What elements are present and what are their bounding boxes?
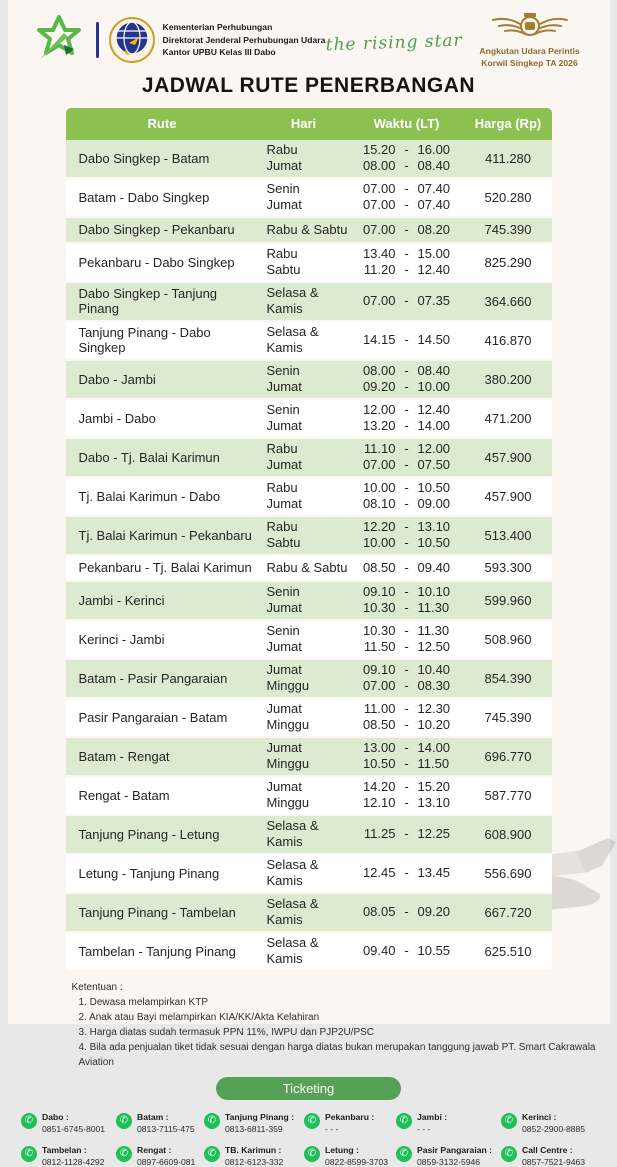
price-cell: 508.960	[465, 621, 552, 658]
table-row	[66, 699, 552, 738]
price-cell: 825.290	[465, 244, 552, 281]
rising-star-logo-icon	[34, 15, 84, 65]
price-cell: 667.720	[465, 894, 552, 931]
time-cell: 08.50 - 09.40	[349, 556, 465, 580]
route-cell: Rengat - Batam	[66, 777, 259, 814]
column-header-time: Waktu (LT)	[349, 116, 465, 131]
table-row	[66, 777, 552, 816]
terms-item: 1. Dewasa melampirkan KTP	[72, 995, 610, 1010]
table-row	[66, 244, 552, 283]
price-cell: 556.690	[465, 855, 552, 892]
ministry-logo-icon	[109, 17, 155, 63]
route-cell: Pekanbaru - Dabo Singkep	[66, 244, 259, 281]
contact-label: Rengat :	[137, 1145, 195, 1155]
ministry-line-3: Kantor UPBU Kelas III Dabo	[163, 46, 326, 59]
route-cell: Tambelan - Tanjung Pinang	[66, 933, 259, 970]
contact-phone: - - -	[325, 1124, 374, 1134]
price-cell: 587.770	[465, 777, 552, 814]
contact-label: Tanjung Pinang :	[225, 1112, 294, 1122]
flight-schedule-poster	[8, 0, 610, 1024]
table-row	[66, 582, 552, 621]
day-cell: Selasa & Kamis	[259, 283, 349, 320]
column-header-day: Hari	[259, 116, 349, 131]
time-cell: 15.20 - 16.00 08.00 - 08.40	[349, 140, 465, 177]
program-line-1: Angkutan Udara Perintis	[464, 45, 596, 57]
table-row	[66, 140, 552, 179]
route-cell: Kerinci - Jambi	[66, 621, 259, 658]
whatsapp-icon: ✆	[204, 1146, 220, 1162]
day-cell: Jumat Minggu	[259, 660, 349, 697]
header-divider	[96, 22, 99, 58]
day-cell: Senin Jumat	[259, 621, 349, 658]
ministry-line-1: Kementerian Perhubungan	[163, 21, 326, 34]
table-row	[66, 322, 552, 361]
table-header-row	[66, 108, 552, 140]
time-cell: 10.30 - 11.30 11.50 - 12.50	[349, 621, 465, 658]
whatsapp-icon: ✆	[21, 1113, 37, 1129]
route-cell: Dabo Singkep - Tanjung Pinang	[66, 283, 259, 320]
table-row	[66, 179, 552, 218]
terms-heading: Ketentuan :	[72, 982, 610, 993]
column-header-route: Rute	[66, 116, 259, 131]
contact-phone: 0859-3132-5946	[417, 1157, 492, 1167]
table-row	[66, 478, 552, 517]
contact-phone: 0812-1128-4292	[42, 1157, 104, 1167]
whatsapp-icon: ✆	[116, 1146, 132, 1162]
contact-phone: 0813-6811-359	[225, 1124, 294, 1134]
price-cell: 520.280	[465, 179, 552, 216]
time-cell: 08.00 - 08.40 09.20 - 10.00	[349, 361, 465, 398]
terms-section	[72, 982, 610, 1070]
day-cell: Senin Jumat	[259, 361, 349, 398]
route-cell: Tanjung Pinang - Dabo Singkep	[66, 322, 259, 359]
contact-item[interactable]	[204, 1145, 304, 1167]
table-row	[66, 660, 552, 699]
time-cell: 12.00 - 12.40 13.20 - 14.00	[349, 400, 465, 437]
route-cell: Batam - Dabo Singkep	[66, 179, 259, 216]
day-cell: Rabu Sabtu	[259, 517, 349, 554]
route-cell: Tanjung Pinang - Tambelan	[66, 894, 259, 931]
price-cell: 625.510	[465, 933, 552, 970]
route-cell: Dabo Singkep - Pekanbaru	[66, 218, 259, 242]
contact-item[interactable]	[501, 1145, 596, 1167]
terms-item: 2. Anak atau Bayi melampirkan KIA/KK/Akta Kelahiran	[72, 1010, 610, 1025]
whatsapp-icon: ✆	[396, 1113, 412, 1129]
whatsapp-icon: ✆	[204, 1113, 220, 1129]
contact-item[interactable]	[304, 1145, 396, 1167]
table-row	[66, 218, 552, 244]
contact-phone: 0852-2900-8885	[522, 1124, 585, 1134]
table-row	[66, 816, 552, 855]
day-cell: Rabu Jumat	[259, 140, 349, 177]
contact-label: Jambi :	[417, 1112, 447, 1122]
price-cell: 457.900	[465, 478, 552, 515]
time-cell: 14.15 - 14.50	[349, 322, 465, 359]
day-cell: Rabu Sabtu	[259, 244, 349, 281]
contact-grid	[21, 1112, 596, 1167]
day-cell: Senin Jumat	[259, 582, 349, 619]
contact-label: Tambelan :	[42, 1145, 104, 1155]
perintis-wings-icon	[491, 10, 569, 40]
price-cell: 380.200	[465, 361, 552, 398]
whatsapp-icon: ✆	[304, 1113, 320, 1129]
table-row	[66, 621, 552, 660]
time-cell: 12.45 - 13.45	[349, 855, 465, 892]
price-cell: 745.390	[465, 699, 552, 736]
ticketing-button[interactable]: Ticketing	[216, 1077, 401, 1100]
table-row	[66, 894, 552, 933]
price-cell: 364.660	[465, 283, 552, 320]
table-row	[66, 283, 552, 322]
time-cell: 07.00 - 08.20	[349, 218, 465, 242]
table-row	[66, 517, 552, 556]
day-cell: Rabu & Sabtu	[259, 218, 349, 242]
route-cell: Dabo - Jambi	[66, 361, 259, 398]
time-cell: 11.10 - 12.00 07.00 - 07.50	[349, 439, 465, 476]
route-cell: Dabo Singkep - Batam	[66, 140, 259, 177]
contact-label: Dabo :	[42, 1112, 105, 1122]
contact-item[interactable]	[396, 1145, 501, 1167]
route-cell: Batam - Rengat	[66, 738, 259, 775]
price-cell: 411.280	[465, 140, 552, 177]
contact-phone: 0857-7521-9463	[522, 1157, 585, 1167]
program-block	[464, 10, 596, 70]
column-header-price: Harga (Rp)	[465, 116, 552, 131]
contact-item[interactable]	[21, 1112, 116, 1134]
day-cell: Selasa & Kamis	[259, 322, 349, 359]
table-row	[66, 738, 552, 777]
time-cell: 11.00 - 12.30 08.50 - 10.20	[349, 699, 465, 736]
day-cell: Selasa & Kamis	[259, 894, 349, 931]
contact-label: Letung :	[325, 1145, 388, 1155]
contact-label: Call Centre :	[522, 1145, 585, 1155]
contact-phone: - - -	[417, 1124, 447, 1134]
table-row	[66, 439, 552, 478]
whatsapp-icon: ✆	[501, 1113, 517, 1129]
contact-item[interactable]	[116, 1112, 204, 1134]
time-cell: 07.00 - 07.40 07.00 - 07.40	[349, 179, 465, 216]
terms-item: 3. Harga diatas sudah termasuk PPN 11%, IWPU dan PJP2U/PSC	[72, 1025, 610, 1040]
route-cell: Dabo - Tj. Balai Karimun	[66, 439, 259, 476]
contact-phone: 0897-6609-081	[137, 1157, 195, 1167]
contact-item[interactable]	[501, 1112, 596, 1134]
price-cell: 471.200	[465, 400, 552, 437]
contact-label: Pasir Pangaraian :	[417, 1145, 492, 1155]
terms-item: 4. Bila ada penjualan tiket tidak sesuai dengan harga diatas bukan merupakan tanggung jawab PT. Smart Cakrawala Aviation	[72, 1040, 610, 1070]
time-cell: 11.25 - 12.25	[349, 816, 465, 853]
day-cell: Senin Jumat	[259, 179, 349, 216]
route-cell: Jambi - Dabo	[66, 400, 259, 437]
route-cell: Tanjung Pinang - Letung	[66, 816, 259, 853]
time-cell: 12.20 - 13.10 10.00 - 10.50	[349, 517, 465, 554]
day-cell: Jumat Minggu	[259, 777, 349, 814]
time-cell: 09.40 - 10.55	[349, 933, 465, 970]
day-cell: Rabu & Sabtu	[259, 556, 349, 580]
day-cell: Senin Jumat	[259, 400, 349, 437]
route-cell: Pekanbaru - Tj. Balai Karimun	[66, 556, 259, 580]
contact-label: Batam :	[137, 1112, 195, 1122]
contact-item[interactable]	[204, 1112, 304, 1134]
price-cell: 416.870	[465, 322, 552, 359]
contact-phone: 0851-6745-8001	[42, 1124, 105, 1134]
contact-label: TB. Karimun :	[225, 1145, 283, 1155]
day-cell: Selasa & Kamis	[259, 855, 349, 892]
price-cell: 854.390	[465, 660, 552, 697]
time-cell: 09.10 - 10.40 07.00 - 08.30	[349, 660, 465, 697]
price-cell: 599.960	[465, 582, 552, 619]
day-cell: Jumat Minggu	[259, 699, 349, 736]
header	[8, 0, 610, 70]
time-cell: 14.20 - 15.20 12.10 - 13.10	[349, 777, 465, 814]
table-row	[66, 400, 552, 439]
route-cell: Tj. Balai Karimun - Pekanbaru	[66, 517, 259, 554]
price-cell: 745.390	[465, 218, 552, 242]
price-cell: 608.900	[465, 816, 552, 853]
contact-phone: 0813-7115-475	[137, 1124, 195, 1134]
whatsapp-icon: ✆	[396, 1146, 412, 1162]
whatsapp-icon: ✆	[116, 1113, 132, 1129]
day-cell: Rabu Jumat	[259, 478, 349, 515]
price-cell: 513.400	[465, 517, 552, 554]
day-cell: Selasa & Kamis	[259, 933, 349, 970]
price-cell: 696.770	[465, 738, 552, 775]
day-cell: Rabu Jumat	[259, 439, 349, 476]
route-cell: Tj. Balai Karimun - Dabo	[66, 478, 259, 515]
program-line-2: Korwil Singkep TA 2026	[464, 57, 596, 69]
contact-item[interactable]	[304, 1112, 396, 1134]
day-cell: Selasa & Kamis	[259, 816, 349, 853]
contact-item[interactable]	[116, 1145, 204, 1167]
schedule-table-body	[66, 140, 552, 972]
tagline-text: the rising star	[325, 25, 464, 56]
contact-label: Pekanbaru :	[325, 1112, 374, 1122]
whatsapp-icon: ✆	[501, 1146, 517, 1162]
contact-phone: 0822-8599-3703	[325, 1157, 388, 1167]
route-cell: Pasir Pangaraian - Batam	[66, 699, 259, 736]
table-row	[66, 933, 552, 972]
page-title: JADWAL RUTE PENERBANGAN	[8, 74, 610, 98]
table-row	[66, 361, 552, 400]
time-cell: 13.00 - 14.00 10.50 - 11.50	[349, 738, 465, 775]
table-row	[66, 855, 552, 894]
time-cell: 07.00 - 07.35	[349, 283, 465, 320]
schedule-table	[66, 108, 552, 972]
day-cell: Jumat Minggu	[259, 738, 349, 775]
contact-item[interactable]	[21, 1145, 116, 1167]
ministry-line-2: Direktorat Jenderal Perhubungan Udara	[163, 34, 326, 47]
price-cell: 457.900	[465, 439, 552, 476]
route-cell: Jambi - Kerinci	[66, 582, 259, 619]
route-cell: Batam - Pasir Pangaraian	[66, 660, 259, 697]
contact-item[interactable]	[396, 1112, 501, 1134]
terms-list	[72, 995, 610, 1070]
time-cell: 13.40 - 15.00 11.20 - 12.40	[349, 244, 465, 281]
contact-label: Kerinci :	[522, 1112, 585, 1122]
contact-phone: 0812-6123-332	[225, 1157, 283, 1167]
route-cell: Letung - Tanjung Pinang	[66, 855, 259, 892]
time-cell: 09.10 - 10.10 10.30 - 11.30	[349, 582, 465, 619]
whatsapp-icon: ✆	[21, 1146, 37, 1162]
price-cell: 593.300	[465, 556, 552, 580]
time-cell: 10.00 - 10.50 08.10 - 09.00	[349, 478, 465, 515]
whatsapp-icon: ✆	[304, 1146, 320, 1162]
table-row	[66, 556, 552, 582]
time-cell: 08.05 - 09.20	[349, 894, 465, 931]
ministry-text	[163, 21, 326, 60]
